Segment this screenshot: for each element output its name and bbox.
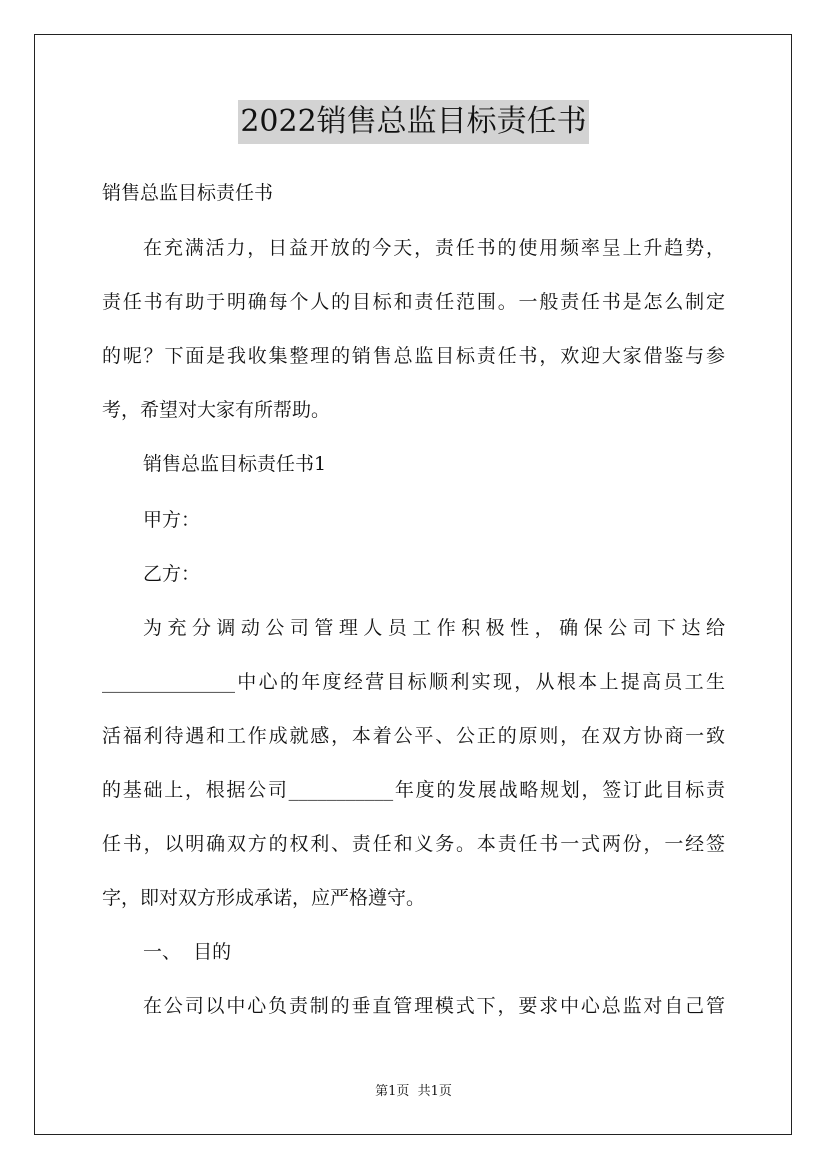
paragraph-line: 字，即对双方形成承诺，应严格遵守。: [102, 887, 426, 909]
paragraph-line: 活福利待遇和工作成就感，本着公平、公正的原则，在双方协商一致: [102, 725, 725, 747]
page-title: 2022销售总监目标责任书: [238, 100, 588, 144]
party-a-label: 甲方：: [143, 509, 201, 531]
paragraph-line: 考，希望对大家有所帮助。: [102, 399, 331, 421]
paragraph-line: 任书，以明确双方的权利、责任和义务。本责任书一式两份，一经签: [102, 833, 725, 855]
paragraph-line: 的基础上，根据公司___________年度的发展战略规划，签订此目标责: [102, 779, 725, 801]
section-heading: 销售总监目标责任书1: [143, 453, 327, 475]
section-heading: 一、 目的: [143, 941, 232, 963]
paragraph-line: ______________中心的年度经营目标顺利实现，从根本上提高员工生: [102, 671, 725, 693]
paragraph-line: 责任书有助于明确每个人的目标和责任范围。一般责任书是怎么制定: [102, 291, 725, 313]
paragraph-line: 为充分调动公司管理人员工作积极性，确保公司下达给: [143, 617, 725, 639]
doc-subtitle: 销售总监目标责任书: [102, 182, 274, 204]
title-wrap: [0, 100, 827, 144]
paragraph-line: 的呢？下面是我收集整理的销售总监目标责任书，欢迎大家借鉴与参: [102, 345, 725, 367]
paragraph-line: 在公司以中心负责制的垂直管理模式下，要求中心总监对自己管: [143, 995, 725, 1017]
page-number: 第1页 共1页: [375, 1084, 452, 1099]
paragraph-line: 在充满活力，日益开放的今天，责任书的使用频率呈上升趋势，: [143, 237, 725, 259]
party-b-label: 乙方：: [143, 563, 201, 585]
